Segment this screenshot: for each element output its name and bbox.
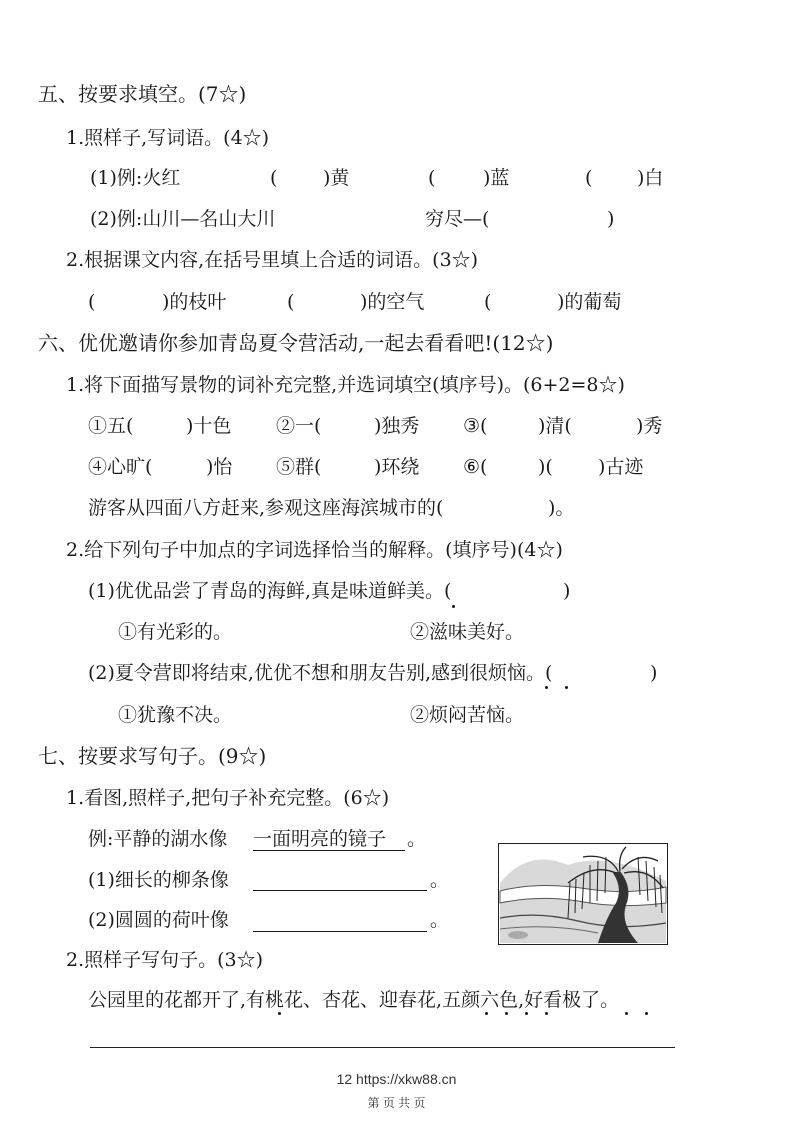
q7-1-2: (2)圆圆的荷叶像 — [88, 909, 229, 931]
blank-open: ( — [484, 291, 492, 313]
emphasis-dot — [452, 605, 455, 608]
answer-line — [253, 890, 427, 891]
fill-sentence-end: )。 — [548, 497, 575, 519]
q7-1-1: (1)细长的柳条像 — [88, 869, 229, 891]
option-a: ①犹豫不决。 — [118, 704, 233, 726]
question-7-2: 2.照样子写句子。(3☆) — [66, 949, 264, 971]
page-url: 12 https://xkw88.cn — [336, 1071, 457, 1087]
blank-close: ) — [650, 662, 658, 684]
idiom-2: ②一( — [276, 415, 322, 437]
idiom-6-mid: )( — [538, 456, 553, 478]
word-huang: )黄 — [323, 167, 350, 189]
blank-open: ( — [585, 167, 593, 189]
willow-lake-illustration — [498, 843, 668, 945]
phrase-kongqi: )的空气 — [360, 291, 425, 313]
emphasis-dot — [485, 1012, 488, 1015]
page-counter: 第 页 共 页 — [367, 1096, 426, 1110]
idiom-1-end: )十色 — [186, 415, 232, 437]
phrase-zhiye: )的枝叶 — [162, 291, 227, 313]
idiom-3-end: )秀 — [636, 415, 663, 437]
idiom-5-end: )环绕 — [374, 456, 420, 478]
word-bai: )白 — [637, 167, 664, 189]
option-b: ②滋味美好。 — [410, 621, 525, 643]
emphasis-dot — [545, 686, 548, 689]
emphasis-dot — [525, 1012, 528, 1015]
option-a: ①有光彩的。 — [118, 621, 233, 643]
question-5-2: 2.根据课文内容,在括号里填上合适的词语。(3☆) — [66, 249, 479, 271]
idiom-3-mid: )清( — [538, 415, 572, 437]
q5-1-2-task: 穷尽—( — [425, 208, 490, 230]
idiom-6-end: )古迹 — [598, 456, 644, 478]
model-sentence: 公园里的花都开了,有桃花、杏花、迎春花,五颜六色,好看极了。 — [88, 989, 620, 1011]
idiom-3: ③( — [463, 415, 488, 437]
word-lan: )蓝 — [483, 167, 510, 189]
q5-1-1-example: (1)例:火红 — [90, 167, 181, 189]
underline — [253, 850, 405, 851]
blank-open: ( — [88, 291, 96, 313]
example-sentence: 例:平静的湖水像 — [88, 828, 228, 850]
example-underlined: 一面明亮的镜子 — [253, 828, 387, 850]
emphasis-dot — [565, 686, 568, 689]
section-7-title: 七、按要求写句子。(9☆) — [38, 744, 267, 768]
phrase-putao: )的葡萄 — [557, 291, 622, 313]
q6-2-1-sentence: (1)优优品尝了青岛的海鲜,真是味道鲜美。( — [88, 580, 452, 602]
idiom-6: ⑥( — [463, 456, 488, 478]
emphasis-dot — [625, 1012, 628, 1015]
emphasis-dot — [545, 1012, 548, 1015]
question-7-1: 1.看图,照样子,把句子补充完整。(6☆) — [66, 787, 390, 809]
idiom-4: ④心旷( — [88, 456, 153, 478]
blank-close: ) — [563, 580, 571, 602]
question-6-2: 2.给下列句子中加点的字词选择恰当的解释。(填序号)(4☆) — [66, 539, 563, 561]
section-5-title: 五、按要求填空。(7☆) — [38, 82, 247, 106]
blank-open: ( — [428, 167, 436, 189]
idiom-2-end: )独秀 — [374, 415, 420, 437]
period: 。 — [430, 869, 450, 891]
question-5-1: 1.照样子,写词语。(4☆) — [66, 127, 270, 149]
section-6-title: 六、优优邀请你参加青岛夏令营活动,一起去看看吧!(12☆) — [38, 331, 554, 355]
question-6-1: 1.将下面描写景物的词补充完整,并选词填空(填序号)。(6+2=8☆) — [66, 374, 625, 396]
answer-line — [253, 931, 427, 932]
period: 。 — [430, 909, 450, 931]
blank-open: ( — [287, 291, 295, 313]
option-b: ②烦闷苦恼。 — [410, 704, 525, 726]
idiom-5: ⑤群( — [276, 456, 322, 478]
idiom-4-end: )怡 — [206, 456, 233, 478]
idiom-1: ①五( — [88, 415, 134, 437]
example-end: 。 — [407, 828, 427, 850]
emphasis-dot — [645, 1012, 648, 1015]
fill-sentence: 游客从四面八方赶来,参观这座海滨城市的( — [88, 497, 444, 519]
q6-2-2-sentence: (2)夏令营即将结束,优优不想和朋友告别,感到很烦恼。( — [88, 662, 553, 684]
blank-close: ) — [607, 208, 615, 230]
q5-1-2-example: (2)例:山川—名山大川 — [90, 208, 276, 230]
bottom-divider — [90, 1047, 675, 1048]
emphasis-dot — [505, 1012, 508, 1015]
emphasis-dot — [278, 1012, 281, 1015]
blank-open: ( — [270, 167, 278, 189]
